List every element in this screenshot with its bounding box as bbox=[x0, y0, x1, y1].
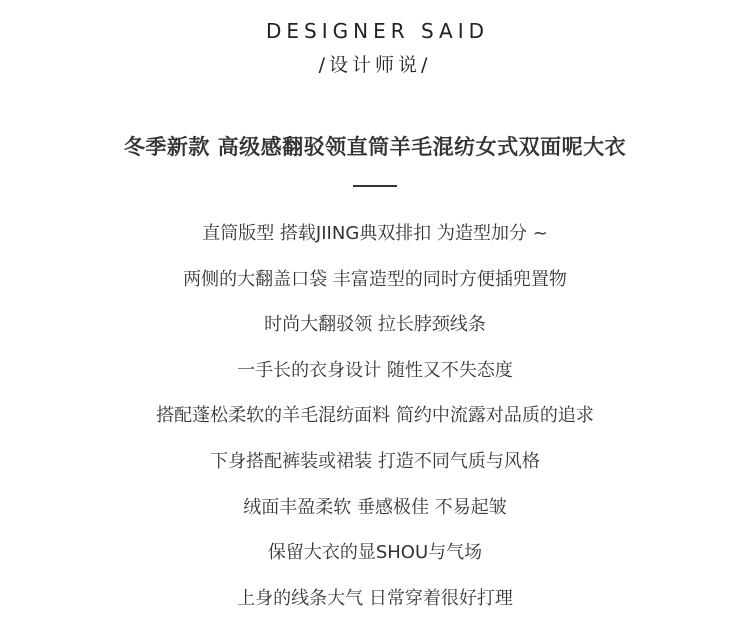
description-line: 搭配蓬松柔软的羊毛混纺面料 简约中流露对品质的追求 bbox=[156, 405, 594, 427]
description-list bbox=[0, 220, 750, 630]
description-line: 一手长的衣身设计 随性又不失态度 bbox=[237, 359, 513, 381]
description-line: 绒面丰盈柔软 垂感极佳 不易起皱 bbox=[243, 496, 507, 518]
section-heading-chinese: /设计师说/ bbox=[318, 54, 432, 76]
description-line: 直筒版型 搭载JIING典双排扣 为造型加分 ~ bbox=[202, 223, 548, 244]
description-line: 上身的线条大气 日常穿着很好打理 bbox=[237, 587, 513, 609]
description-line: 下身搭配裤装或裙装 打造不同气质与风格 bbox=[210, 450, 540, 472]
description-line: 两侧的大翻盖口袋 丰富造型的同时方便插兜置物 bbox=[183, 268, 567, 290]
description-line: 保留大衣的显SHOU与气场 bbox=[267, 542, 483, 564]
description-line: 时尚大翻驳领 拉长脖颈线条 bbox=[264, 314, 486, 336]
title-divider bbox=[353, 185, 397, 187]
section-heading-english: DESIGNER SAID bbox=[265, 19, 490, 43]
product-title: 冬季新款 高级感翻驳领直筒羊毛混纺女式双面呢大衣 bbox=[123, 135, 627, 159]
